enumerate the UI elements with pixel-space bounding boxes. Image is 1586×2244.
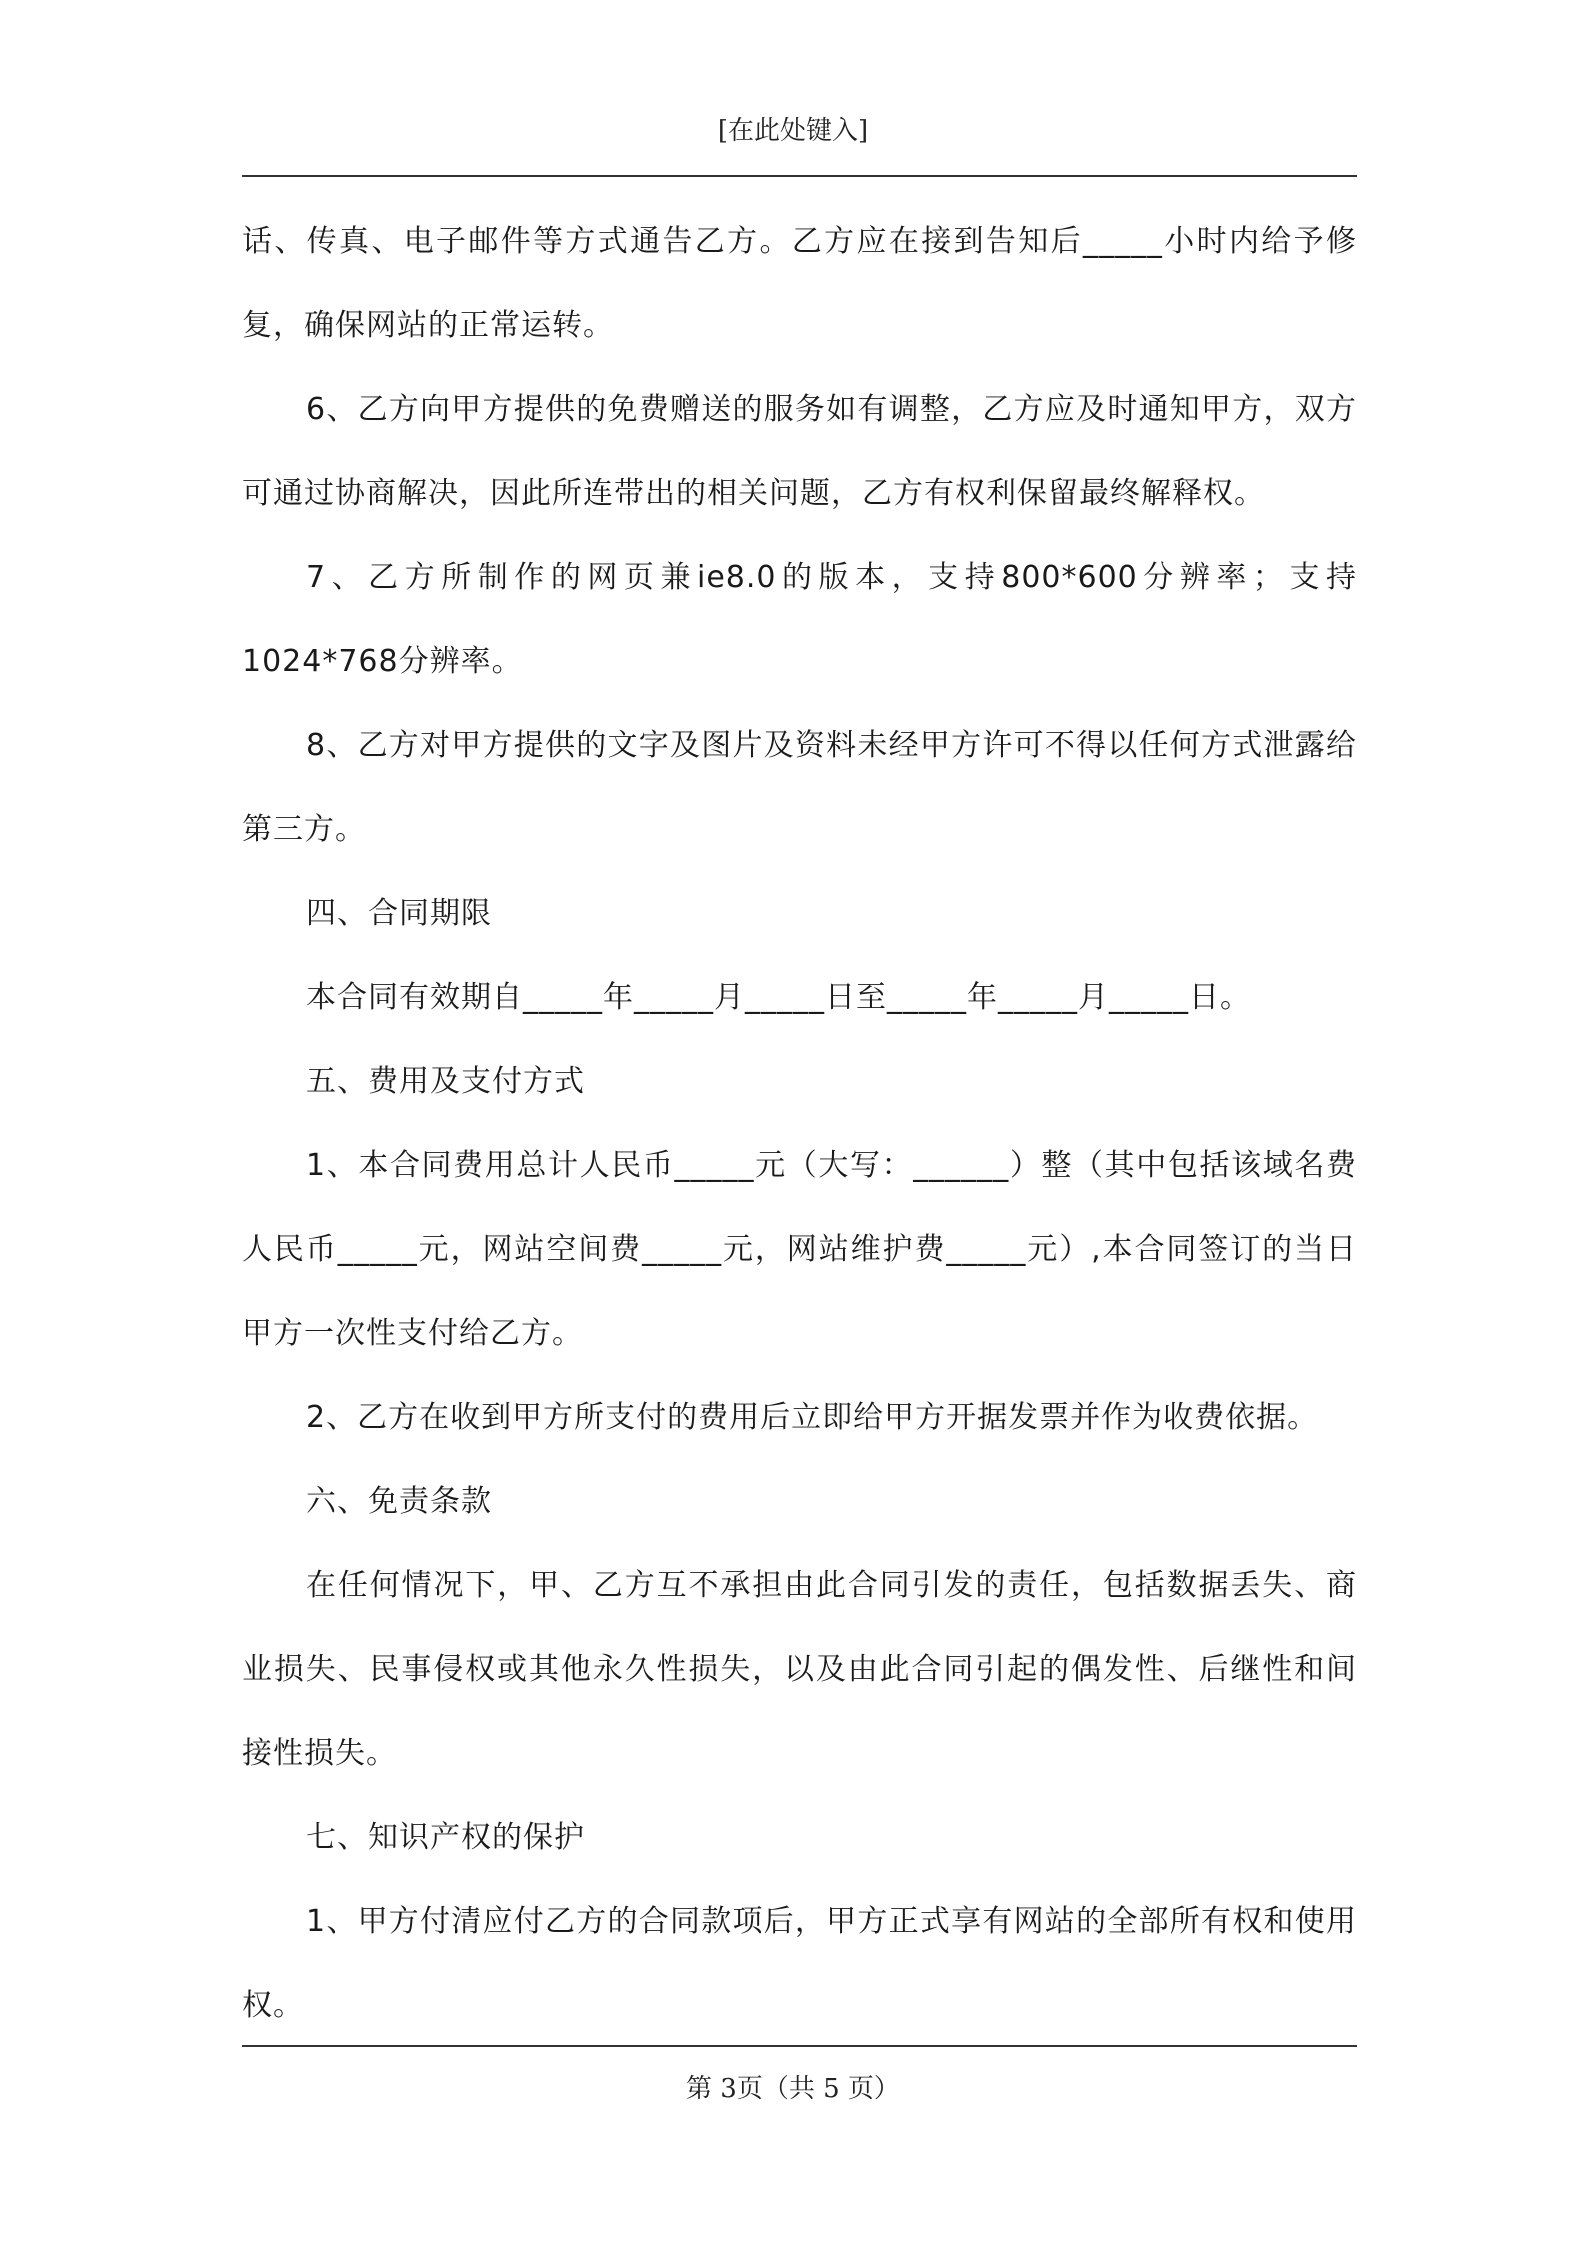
section-heading-ip: 七、知识产权的保护 xyxy=(306,1820,585,1855)
header-rule xyxy=(242,175,1357,177)
clause-6: 6、乙方向甲方提供的免费赠送的服务如有调整，乙方应及时通知甲方，双方可通过协商解决，因此所连带出的相关问题，乙方有权利保留最终解释权。 xyxy=(242,392,1357,511)
disclaimer-clause: 在任何情况下，甲、乙方互不承担由此合同引发的责任，包括数据丢失、商业损失、民事侵权或其他永久性损失，以及由此合同引起的偶发性、后继性和间接性损失。 xyxy=(242,1568,1357,1771)
fees-clause-2: 2、乙方在收到甲方所支付的费用后立即给甲方开据发票并作为收费依据。 xyxy=(306,1400,1319,1435)
fees-clause-1: 1、本合同费用总计人民币_____元（大写：______）整（其中包括该域名费人民币_____元，网站空间费_____元，网站维护费_____元）,本合同签订的当日甲方一次性支付给乙方。 xyxy=(242,1148,1357,1351)
document-body xyxy=(242,200,1357,2048)
section-heading-disclaimer: 六、免责条款 xyxy=(306,1484,492,1519)
ip-clause-1: 1、甲方付清应付乙方的合同款项后，甲方正式享有网站的全部所有权和使用权。 xyxy=(242,1904,1357,2023)
section-heading-term: 四、合同期限 xyxy=(306,896,492,931)
section-heading-fees: 五、费用及支付方式 xyxy=(306,1064,585,1099)
clause-7: 7、乙方所制作的网页兼ie8.0的版本，支持800*600分辨率；支持1024*768分辨率。 xyxy=(242,560,1357,679)
header-placeholder: [在此处键入] xyxy=(717,116,869,146)
page-number: 第 3页（共 5 页） xyxy=(686,2074,900,2104)
footer-rule xyxy=(242,2045,1357,2047)
term-clause: 本合同有效期自_____年_____月_____日至_____年_____月_____日。 xyxy=(306,980,1251,1015)
clause-8: 8、乙方对甲方提供的文字及图片及资料未经甲方许可不得以任何方式泄露给第三方。 xyxy=(242,728,1357,847)
paragraph-continuation: 话、传真、电子邮件等方式通告乙方。乙方应在接到告知后_____小时内给予修复，确保网站的正常运转。 xyxy=(242,224,1357,343)
